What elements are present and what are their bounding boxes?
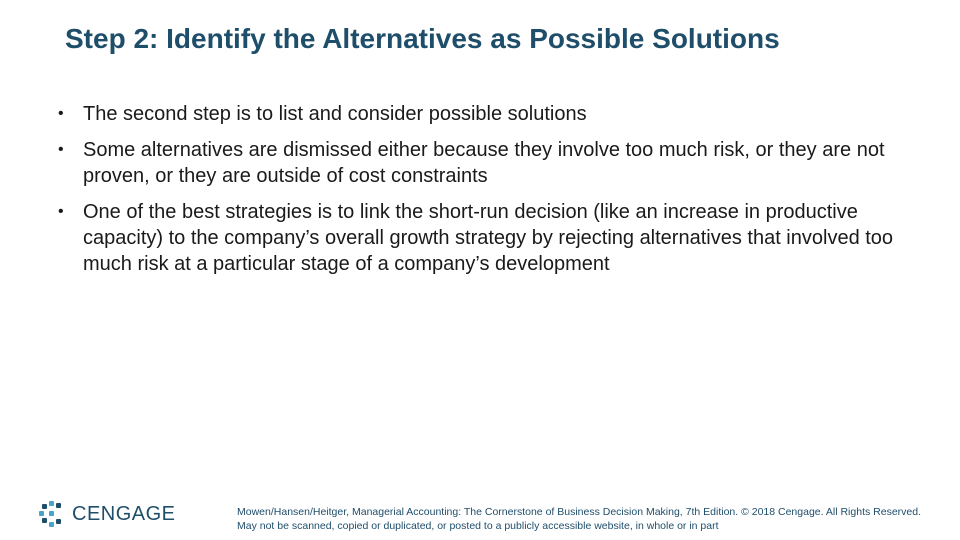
- bullet-list: [56, 101, 906, 287]
- cengage-logo-text: CENGAGE: [72, 503, 176, 525]
- cengage-logo-icon: [38, 500, 66, 528]
- bullet-item: [56, 137, 906, 189]
- cengage-logo: [38, 499, 176, 529]
- copyright-footer: Mowen/Hansen/Heitger, Managerial Accounting: The Cornerstone of Business Decision Making, 7th Edition. © 2018 Cengage. All Rights Reserved. May not be scanned, copied or duplicated, or posted to a publicly accessible website, in whole or in part: [237, 506, 922, 532]
- bullet-marker: •: [58, 203, 64, 220]
- bullet-marker: •: [58, 141, 64, 158]
- bullet-item: [56, 199, 906, 277]
- bullet-marker: •: [58, 105, 64, 122]
- bullet-item: [56, 101, 906, 127]
- bullet-text: Some alternatives are dismissed either because they involve too much risk, or they are not proven, or they are outside of cost constraints: [83, 139, 885, 187]
- bullet-text: The second step is to list and consider possible solutions: [83, 103, 587, 125]
- slide-title: Step 2: Identify the Alternatives as Possible Solutions: [65, 23, 780, 54]
- bullet-text: One of the best strategies is to link the short-run decision (like an increase in productive capacity) to the company’s overall growth strategy by rejecting alternatives that involved too much risk at a particular stage of a company’s development: [83, 201, 894, 275]
